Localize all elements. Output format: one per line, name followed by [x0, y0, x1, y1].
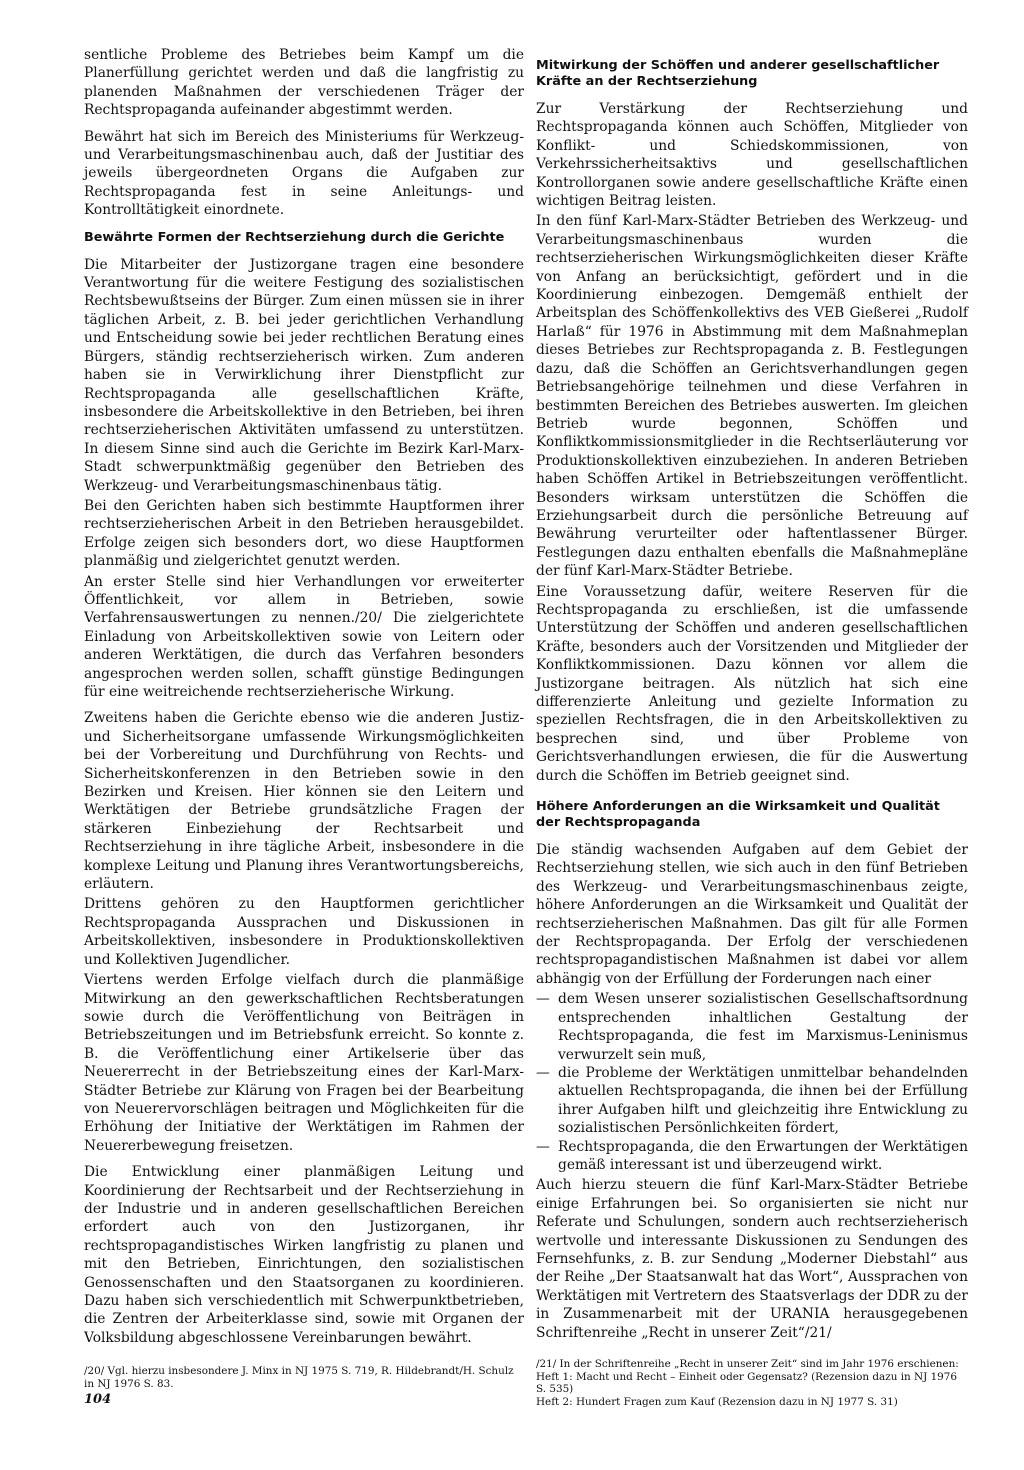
paragraph: Bewährt hat sich im Bereich des Ministeriums für Werkzeug- und Verarbeitungsmaschinenbau auch, daß der Justitiar des jeweils übergeordneten Organs die Aufgaben zur Rechtspropaganda fest in seine Anleitungs- und Kontrolltätigkeit einordnete.	[84, 128, 524, 219]
right-column	[536, 46, 968, 1408]
section-heading: Bewährte Formen der Rechtserziehung durch die Gerichte	[84, 229, 505, 245]
footnote-21-item: Heft 1: Macht und Recht – Einheit oder Gegensatz? (Rezension dazu in NJ 1976 S. 535)	[536, 1370, 958, 1396]
section-heading: Höhere Anforderungen an die Wirksamkeit und Qualität der Rechtspropaganda	[536, 799, 940, 831]
paragraph: Zweitens haben die Gerichte ebenso wie die anderen Justiz- und Sicherheitsorgane umfassende Wirkungsmöglichkeiten bei der Vorbereitung und Durchführung von Rechts- und Sicherheitskonferenzen in den Betrieben sowie in den Bezirken und Kreisen. Hier können sie den Leitern und Werktätigen der Betriebe grundsätzliche Fragen der stärkeren Einbeziehung der Rechtsarbeit und Rechtserziehung in ihre tägliche Arbeit, insbesondere in die komplexe Leitung und Planung ihres Verantwortungsbereichs, erläutern.	[84, 710, 524, 893]
dash-bullet: —	[536, 991, 550, 1008]
list-item: — dem Wesen unserer sozialistischen Gesellschaftsordnung entsprechenden inhaltlichen Gestaltung der Rechtspropaganda, die fest im Marxismus-Leninismus verwurzelt sein muß,	[536, 991, 968, 1063]
section-heading: Mitwirkung der Schöffen und anderer gesellschaftlicher Kräfte an der Rechtserziehung	[536, 58, 940, 89]
left-column	[84, 46, 524, 1390]
footnotes	[84, 1365, 524, 1390]
paragraph: Eine Voraussetzung dafür, weitere Reserven für die Rechtspropaganda zu erschließen, ist die umfassende Unterstützung der Schöffen und anderen gesellschaftlichen Kräfte, besonders auch der Vorsitzenden und Mitglieder der Konfliktkommissionen. Dazu können vor allem die Justizorgane beitragen. Als nützlich hat sich eine differenzierte Anleitung und gezielte Information zu speziellen Rechtsfragen, die in den Arbeitskollektiven zu besprechen sind, und über Probleme von Gerichtsverhandlungen erwiesen, die für die Auswertung durch die Schöffen im Betrieb geeignet sind.	[536, 583, 968, 784]
list-item: — Rechtspropaganda, die den Erwartungen der Werktätigen gemäß interessant ist und überzeugend wirkt.	[536, 1138, 968, 1173]
footnote-20: /20/ Vgl. hierzu insbesondere J. Minx in NJ 1975 S. 719, R. Hildebrandt/H. Schulz in NJ 1976 S. 83.	[84, 1365, 514, 1390]
dash-bullet: —	[536, 1064, 550, 1081]
page-number: 104	[84, 1392, 112, 1407]
paragraph: Die Entwicklung einer planmäßigen Leitung und Koordinierung der Rechtsarbeit und der Rechtserziehung in der Industrie und in anderen gesellschaftlichen Bereichen erfordert auch von den Justizorganen, ihr rechtspropagandistisches Wirken langfristig zu planen und mit den Betrieben, Einrichtungen, den sozialistischen Genossenschaften und den Staatsorganen zu koordinieren. Dazu haben sich verschiedentlich mit Schwerpunktbetrieben, die Zentren der Arbeiterklasse sind, sowie mit Organen der Volksbildung abgeschlossene Vereinbarungen bewährt.	[84, 1164, 524, 1346]
paragraph: Viertens werden Erfolge vielfach durch die planmäßige Mitwirkung an den gewerkschaftlichen Rechtsberatungen sowie durch die Veröffentlichung von Beiträgen in Betriebszeitungen und im Betriebsfunk erreicht. So konnte z. B. die Veröffentlichung einer Artikelserie über das Neuererrecht in der Betriebszeitung eines der Karl-Marx-Städter Betriebe zur Klärung von Fragen bei der Bearbeitung von Neuerervorschlägen beitragen und Möglichkeiten für die Erhöhung der Initiative der Werktätigen im Rahmen der Neuererbewegung freisetzen.	[84, 972, 524, 1154]
paragraph: An erster Stelle sind hier Verhandlungen vor erweiterter Öffentlichkeit, vor allem in Betrieben, sowie Verfahrensauswertungen zu nennen./20/ Die zielgerichtete Einladung von Arbeitskollektiven sowie von Leitern oder anderen Werktätigen, die durch das Verfahren besonders angesprochen werden sollen, schafft günstige Bedingungen für eine weitreichende rechtserzieherische Wirkung.	[84, 573, 524, 700]
paragraph: Zur Verstärkung der Rechtserziehung und Rechtspropaganda können auch Schöffen, Mitglieder von Konflikt- und Schiedskommissionen, von Verkehrssicherheitsaktivs und gesellschaftlichen Kontrollorganen sowie andere gesellschaftliche Kräfte einen wichtigen Beitrag leisten.	[536, 101, 968, 210]
dash-bullet: —	[536, 1138, 550, 1155]
paragraph: In den fünf Karl-Marx-Städter Betrieben des Werkzeug- und Verarbeitungsmaschinenbaus wurden die rechtserzieherischen Wirkungsmöglichkeiten dieser Kräfte von Anfang an berücksichtigt, gefördert und in die Koordinierung einbezogen. Demgemäß enthielt der Arbeitsplan des Schöffenkollektivs des VEB Gießerei „Rudolf Harlaß“ für 1976 in Abstimmung mit dem Maßnahmeplan dieses Betriebes zur Rechtspropaganda z. B. Festlegungen dazu, daß die Schöffen an Gerichtsverhandlungen gegen Betriebsangehörige teilnehmen und diese Verfahren in bestimmten Bereichen des Betriebes auswerten. Im gleichen Betrieb wurde begonnen, Schöffen und Konfliktkommissionsmitglieder in die Rechtserläuterung vor Produktionskollektiven einzubeziehen. In anderen Betrieben haben Schöffen Artikel in Betriebszeitungen veröffentlicht. Besonders wirksam unterstützen die Schöffen die Erziehungsarbeit durch die persönliche Betreuung auf Bewährung verurteilter oder haftentlassener Bürger. Festlegungen dazu enthalten ebenfalls die Maßnahmepläne der fünf Karl-Marx-Städter Betriebe.	[536, 213, 968, 580]
paragraph: Auch hierzu steuern die fünf Karl-Marx-Städter Betriebe einige Erfahrungen bei. So organisierten sie nicht nur Referate und Schulungen, sondern auch rechtserzieherisch wertvolle und interessante Diskussionen zu Sendungen des Fernsehfunks, z. B. zur Sendung „Moderner Diebstahl“ aus der Reihe „Der Staatsanwalt hat das Wort“, Aussprachen von Werktätigen mit Vertretern des Staatsverlags der DDR zu der in Zusammenarbeit mit der URANIA herausgegebenen Schriftenreihe „Recht in unserer Zeit“/21/	[536, 1177, 968, 1341]
paragraph: Bei den Gerichten haben sich bestimmte Hauptformen ihrer rechtserzieherischen Arbeit in den Betrieben herausgebildet. Erfolge zeigen sich besonders dort, wo diese Hauptformen planmäßig und zielgerichtet genutzt werden.	[84, 497, 524, 570]
paragraph: Die Mitarbeiter der Justizorgane tragen eine besondere Verantwortung für die weitere Festigung des sozialistischen Rechtsbewußtseins der Bürger. Zum einen müssen sie in ihrer täglichen Arbeit, z. B. bei jeder gerichtlichen Verhandlung und Entscheidung sowie bei jeder rechtlichen Beratung eines Bürgers, ständig rechtserzieherisch wirken. Zum anderen haben sie in Verwirklichung ihrer Dienstpflicht zur Rechtspropaganda alle gesellschaftlichen Kräfte, insbesondere die Arbeitskollektive in den Betrieben, bei ihren rechtserzieherischen Aktivitäten umfassend zu unterstützen. In diesem Sinne sind auch die Gerichte im Bezirk Karl-Marx-Stadt schwerpunktmäßig gegenüber den Betrieben des Werkzeug- und Verarbeitungsmaschinenbaus tätig.	[84, 256, 524, 494]
footnote-21-item: Heft 2: Hundert Fragen zum Kauf (Rezension dazu in NJ 1977 S. 31)	[536, 1395, 898, 1408]
footnotes	[536, 1358, 968, 1408]
paragraph: Die ständig wachsenden Aufgaben auf dem Gebiet der Rechtserziehung stellen, wie sich auch in den fünf Betrieben des Werkzeug- und Verarbeitungsmaschinenbaus zeigte, höhere Anforderungen an die Wirksamkeit und Qualität der rechtserzieherischen Maßnahmen. Das gilt für alle Formen der Rechtspropaganda. Der Erfolg der verschiedenen rechtspropagandistischen Maßnahmen ist dabei vor allem abhängig von der Erfüllung der Forderungen nach einer	[536, 842, 968, 987]
list-item: — die Probleme der Werktätigen unmittelbar behandelnden aktuellen Rechtspropaganda, die ihnen bei der Erfüllung ihrer Aufgaben hilft und gleichzeitig ihre Entwicklung zu sozialistischen Persönlichkeiten fördert,	[536, 1064, 968, 1137]
paragraph: sentliche Probleme des Betriebes beim Kampf um die Planerfüllung gerichtet werden und daß die langfristig zu planenden Maßnahmen der verschiedenen Träger der Rechtspropaganda aufeinander abgestimmt werden.	[84, 47, 524, 119]
requirements-list	[536, 990, 968, 1174]
footnote-21: /21/ In der Schriftenreihe „Recht in unserer Zeit“ sind im Jahr 1976 erschienen:	[536, 1358, 959, 1370]
paragraph: Drittens gehören zu den Hauptformen gerichtlicher Rechtspropaganda Aussprachen und Diskussionen in Arbeitskollektiven, insbesondere in Produktionskollektiven und Kollektiven Jugendlicher.	[84, 896, 524, 968]
